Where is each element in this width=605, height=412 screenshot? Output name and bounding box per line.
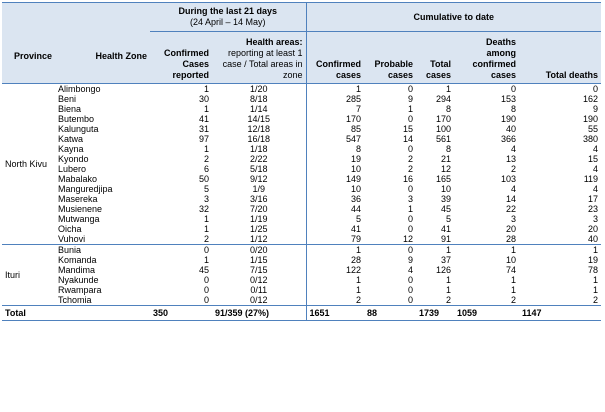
table-row [2, 134, 601, 144]
cell-health-zone: Beni [58, 94, 77, 104]
cell-confirmed-cases: 41 [306, 224, 364, 234]
cell-confirmed-cases: 547 [306, 134, 364, 144]
cell-deaths-total: 1 [519, 245, 601, 256]
cell-health-zone: Vuhovi [58, 234, 86, 244]
cell-probable-cases: 4 [407, 265, 413, 275]
cell-confirmed-cases: 1 [306, 245, 364, 256]
table-row [2, 84, 601, 95]
cell-recent-confirmed: 0 [203, 275, 209, 285]
cell-health-zone: Butembo [58, 114, 95, 124]
cell-recent-confirmed: 97 [198, 134, 209, 144]
cell-probable-cases: 2 [407, 164, 413, 174]
cell-recent-confirmed: 0 [203, 285, 209, 295]
cell-health-zone: Komanda [58, 255, 97, 265]
cell-deaths-total: 119 [583, 174, 599, 184]
cell-deaths-confirmed: 2 [510, 295, 516, 305]
table-row [2, 204, 601, 214]
cell-deaths-total: 380 [583, 134, 599, 144]
cell-recent-confirmed: 1 [203, 214, 209, 224]
cell-health-zone: Bunia [55, 245, 150, 256]
cell-confirmed-cases: 122 [306, 265, 364, 275]
cell-deaths-total: 17 [588, 194, 599, 204]
header-group-date-range: (24 April – 14 May) [189, 17, 266, 27]
cell-deaths-confirmed: 74 [505, 265, 516, 275]
cell-recent-confirmed: 2 [203, 154, 209, 164]
cell-deaths-total: 4 [593, 184, 599, 194]
cell-health-areas: 16/18 [247, 134, 271, 144]
total-blank [55, 306, 150, 321]
cell-deaths-total: 3 [593, 214, 599, 224]
total-recent: 350 [150, 306, 212, 321]
cell-confirmed-cases: 2 [306, 295, 364, 306]
cell-deaths-confirmed: 22 [505, 204, 516, 214]
total-row [2, 306, 601, 321]
table-row [2, 245, 601, 256]
cell-total-cases: 5 [445, 214, 451, 224]
table-row [2, 265, 601, 275]
cell-deaths-confirmed: 1 [510, 285, 516, 295]
cell-deaths-confirmed: 153 [500, 94, 516, 104]
cell-total-cases: 126 [435, 265, 451, 275]
cell-health-areas: 1/25 [249, 224, 268, 234]
cell-total-cases: 10 [440, 184, 451, 194]
col-confirmed-cases-label: Confirmed cases [316, 59, 361, 80]
cell-recent-confirmed: 1 [203, 224, 209, 234]
cell-health-areas: 0/12 [249, 275, 268, 285]
cell-probable-cases: 0 [407, 114, 413, 124]
table-row [2, 154, 601, 164]
cell-recent-confirmed: 0 [203, 295, 209, 305]
cell-deaths-confirmed: 366 [500, 134, 516, 144]
cell-province: North Kivu [2, 84, 55, 245]
col-province: Province [2, 32, 55, 84]
cell-deaths-total: 40 [588, 234, 599, 244]
cell-total-cases: 294 [435, 94, 451, 104]
cell-probable-cases: 16 [402, 174, 413, 184]
cell-health-zone: Kyondo [58, 154, 89, 164]
col-probable-cases [364, 32, 416, 84]
cell-deaths-confirmed: 1 [510, 275, 516, 285]
cell-confirmed-cases: 19 [306, 154, 364, 164]
cell-health-zone: Musienene [58, 204, 103, 214]
col-health-zone: Health Zone [55, 32, 150, 84]
cell-confirmed-cases: 5 [306, 214, 364, 224]
cell-health-areas: 1/19 [249, 214, 268, 224]
cell-confirmed-cases: 149 [306, 174, 364, 184]
cell-probable-cases: 0 [407, 184, 413, 194]
cell-probable-cases: 12 [402, 234, 413, 244]
cell-deaths-total: 190 [583, 114, 599, 124]
table-row [2, 114, 601, 124]
header-group-last-21-days [150, 3, 306, 32]
cell-health-zone: Katwa [58, 134, 84, 144]
cell-total-cases: 91 [440, 234, 451, 244]
cell-health-areas: 8/18 [249, 94, 268, 104]
cell-health-areas: 1/9 [252, 184, 265, 194]
cell-probable-cases: 9 [407, 255, 413, 265]
cell-health-areas: 1/18 [249, 144, 268, 154]
cell-recent-confirmed: 45 [198, 265, 209, 275]
cell-probable-cases: 1 [407, 204, 413, 214]
ebola-case-table [2, 2, 601, 321]
cell-health-areas: 0/12 [249, 295, 268, 305]
cell-recent-confirmed: 1 [150, 84, 212, 95]
cell-health-areas: 5/18 [249, 164, 268, 174]
cell-deaths-total: 23 [588, 204, 599, 214]
cell-deaths-total: 4 [593, 164, 599, 174]
cell-confirmed-cases: 1 [306, 84, 364, 95]
cell-total-cases: 37 [440, 255, 451, 265]
cell-confirmed-cases: 28 [306, 255, 364, 265]
cell-recent-confirmed: 32 [198, 204, 209, 214]
cell-total-cases: 8 [445, 104, 451, 114]
cell-deaths-confirmed: 8 [510, 104, 516, 114]
cell-deaths-confirmed: 14 [505, 194, 516, 204]
total-label: Total [2, 306, 55, 321]
header-group-cumulative: Cumulative to date [306, 3, 601, 32]
cell-deaths-confirmed: 40 [505, 124, 516, 134]
cell-probable-cases: 0 [407, 214, 413, 224]
cell-deaths-total: 162 [583, 94, 599, 104]
cell-total-cases: 21 [440, 154, 451, 164]
cell-total-cases: 1 [416, 84, 454, 95]
cell-deaths-total: 1 [593, 275, 599, 285]
cell-deaths-total: 20 [588, 224, 599, 234]
total-confirmed: 1651 [306, 306, 364, 321]
cell-deaths-confirmed: 190 [500, 114, 516, 124]
col-confirmed-reported [150, 32, 212, 84]
header-blank-zone [55, 3, 150, 32]
cell-deaths-confirmed: 4 [510, 144, 516, 154]
table-body [2, 84, 601, 306]
cell-total-cases: 165 [435, 174, 451, 184]
cell-health-zone: Lubero [58, 164, 87, 174]
cell-confirmed-cases: 36 [306, 194, 364, 204]
table-row [2, 285, 601, 295]
cell-health-zone: Tchomia [58, 295, 92, 305]
col-total-cases [416, 32, 454, 84]
table-row [2, 255, 601, 265]
cell-health-zone: Kayna [58, 144, 84, 154]
total-total-cases: 1739 [416, 306, 454, 321]
cell-total-cases: 1 [445, 285, 451, 295]
cell-recent-confirmed: 1 [203, 144, 209, 154]
cell-recent-confirmed: 2 [203, 234, 209, 244]
cell-deaths-confirmed: 20 [505, 224, 516, 234]
cell-confirmed-cases: 10 [306, 164, 364, 174]
cell-total-cases: 8 [445, 144, 451, 154]
cell-province: Ituri [2, 245, 55, 306]
cell-deaths-confirmed: 28 [505, 234, 516, 244]
cell-probable-cases: 2 [407, 154, 413, 164]
col-deaths-confirmed [454, 32, 519, 84]
table-row [2, 174, 601, 184]
col-confirmed-cases [306, 32, 364, 84]
cell-probable-cases: 0 [407, 224, 413, 234]
cell-confirmed-cases: 1 [306, 275, 364, 285]
table-row [2, 94, 601, 104]
cell-health-zone: Mabalako [58, 174, 98, 184]
cell-confirmed-cases: 8 [306, 144, 364, 154]
cell-health-zone: Alimbongo [55, 84, 150, 95]
cell-recent-confirmed: 30 [198, 94, 209, 104]
cell-health-areas: 1/20 [212, 84, 306, 95]
cell-health-zone: Oicha [58, 224, 82, 234]
col-probable-cases-label: Probable cases [374, 59, 413, 80]
cell-recent-confirmed: 50 [198, 174, 209, 184]
cell-deaths-total: 4 [593, 144, 599, 154]
cell-total-cases: 45 [440, 204, 451, 214]
cell-health-zone: Manguredjipa [58, 184, 113, 194]
cell-deaths-confirmed: 1 [454, 245, 519, 256]
table-row [2, 295, 601, 306]
cell-health-zone: Rwampara [58, 285, 102, 295]
cell-deaths-confirmed: 4 [510, 184, 516, 194]
cell-deaths-total: 1 [593, 285, 599, 295]
cell-probable-cases: 0 [407, 275, 413, 285]
cell-deaths-total: 78 [588, 265, 599, 275]
cell-health-areas: 12/18 [247, 124, 271, 134]
cell-total-cases: 1 [416, 245, 454, 256]
cell-probable-cases: 15 [402, 124, 413, 134]
cell-total-cases: 170 [435, 114, 451, 124]
header-group-last-21-days-title: During the last 21 days [178, 6, 278, 16]
cell-recent-confirmed: 41 [198, 114, 209, 124]
cell-confirmed-cases: 85 [306, 124, 364, 134]
cell-recent-confirmed: 5 [203, 184, 209, 194]
cell-recent-confirmed: 1 [203, 104, 209, 114]
cell-deaths-total: 0 [519, 84, 601, 95]
cell-total-cases: 41 [440, 224, 451, 234]
cell-total-cases: 2 [445, 295, 451, 305]
table-row [2, 184, 601, 194]
table-row [2, 124, 601, 134]
ebola-case-table-container [2, 2, 601, 409]
table-row [2, 164, 601, 174]
total-probable: 88 [364, 306, 416, 321]
cell-deaths-confirmed: 2 [510, 164, 516, 174]
cell-health-zone: Kalunguta [58, 124, 99, 134]
cell-probable-cases: 14 [402, 134, 413, 144]
cell-health-areas: 1/12 [249, 234, 268, 244]
col-confirmed-reported-label: Confirmed Cases reported [164, 48, 209, 80]
cell-health-areas: 0/11 [250, 285, 268, 295]
total-areas: 91/359 (27%) [212, 306, 306, 321]
table-row [2, 144, 601, 154]
table-row [2, 214, 601, 224]
cell-health-zone: Biena [58, 104, 82, 114]
cell-probable-cases: 0 [364, 84, 416, 95]
cell-probable-cases: 0 [407, 295, 413, 305]
cell-health-areas: 1/15 [249, 255, 268, 265]
col-total-cases-label: Total cases [425, 59, 451, 80]
cell-health-areas: 9/12 [249, 174, 268, 184]
col-total-deaths [519, 32, 601, 84]
cell-health-areas: 2/22 [249, 154, 268, 164]
table-row [2, 234, 601, 245]
cell-health-zone: Mandima [58, 265, 96, 275]
cell-recent-confirmed: 1 [203, 255, 209, 265]
cell-confirmed-cases: 79 [306, 234, 364, 245]
cell-health-zone: Nyakunde [58, 275, 99, 285]
cell-deaths-confirmed: 10 [505, 255, 516, 265]
table-row [2, 104, 601, 114]
cell-probable-cases: 0 [407, 285, 413, 295]
cell-health-areas: 0/20 [212, 245, 306, 256]
cell-probable-cases: 9 [407, 94, 413, 104]
col-health-areas-label: Health areas: [245, 37, 303, 47]
total-deaths-total: 1147 [519, 306, 601, 321]
cell-confirmed-cases: 7 [306, 104, 364, 114]
cell-health-areas: 7/20 [249, 204, 268, 214]
col-health-areas [212, 32, 306, 84]
cell-probable-cases: 1 [407, 104, 413, 114]
cell-total-cases: 561 [435, 134, 451, 144]
cell-total-cases: 39 [440, 194, 451, 204]
cell-deaths-total: 55 [588, 124, 599, 134]
cell-confirmed-cases: 285 [306, 94, 364, 104]
cell-deaths-total: 15 [588, 154, 599, 164]
cell-deaths-total: 19 [588, 255, 599, 265]
cell-probable-cases: 3 [407, 194, 413, 204]
cell-deaths-confirmed: 3 [510, 214, 516, 224]
cell-probable-cases: 0 [407, 144, 413, 154]
cell-probable-cases: 0 [364, 245, 416, 256]
cell-confirmed-cases: 1 [306, 285, 364, 295]
header-group-row [2, 3, 601, 32]
cell-health-areas: 1/14 [249, 104, 268, 114]
cell-deaths-total: 2 [593, 295, 599, 305]
cell-deaths-confirmed: 103 [500, 174, 516, 184]
table-row [2, 275, 601, 285]
cell-health-zone: Masereka [58, 194, 98, 204]
cell-recent-confirmed: 31 [198, 124, 209, 134]
table-row [2, 224, 601, 234]
header-blank-province [2, 3, 55, 32]
cell-confirmed-cases: 44 [306, 204, 364, 214]
col-health-areas-sublabel: reporting at least 1 case / Total areas in zone [222, 48, 303, 80]
cell-total-cases: 1 [445, 275, 451, 285]
cell-health-zone: Mutwanga [58, 214, 100, 224]
cell-total-cases: 100 [435, 124, 451, 134]
cell-deaths-confirmed: 13 [505, 154, 516, 164]
header-column-row [2, 32, 601, 84]
cell-recent-confirmed: 6 [203, 164, 209, 174]
cell-confirmed-cases: 10 [306, 184, 364, 194]
cell-recent-confirmed: 3 [203, 194, 209, 204]
col-deaths-confirmed-label: Deaths among confirmed cases [472, 37, 516, 80]
cell-deaths-confirmed: 0 [454, 84, 519, 95]
cell-recent-confirmed: 0 [150, 245, 212, 256]
col-total-deaths-label: Total deaths [545, 70, 599, 80]
cell-health-areas: 3/16 [249, 194, 268, 204]
cell-confirmed-cases: 170 [306, 114, 364, 124]
cell-deaths-total: 9 [593, 104, 599, 114]
cell-health-areas: 14/15 [247, 114, 271, 124]
cell-total-cases: 12 [440, 164, 451, 174]
table-row [2, 194, 601, 204]
cell-health-areas: 7/15 [249, 265, 268, 275]
total-deaths-confirmed: 1059 [454, 306, 519, 321]
